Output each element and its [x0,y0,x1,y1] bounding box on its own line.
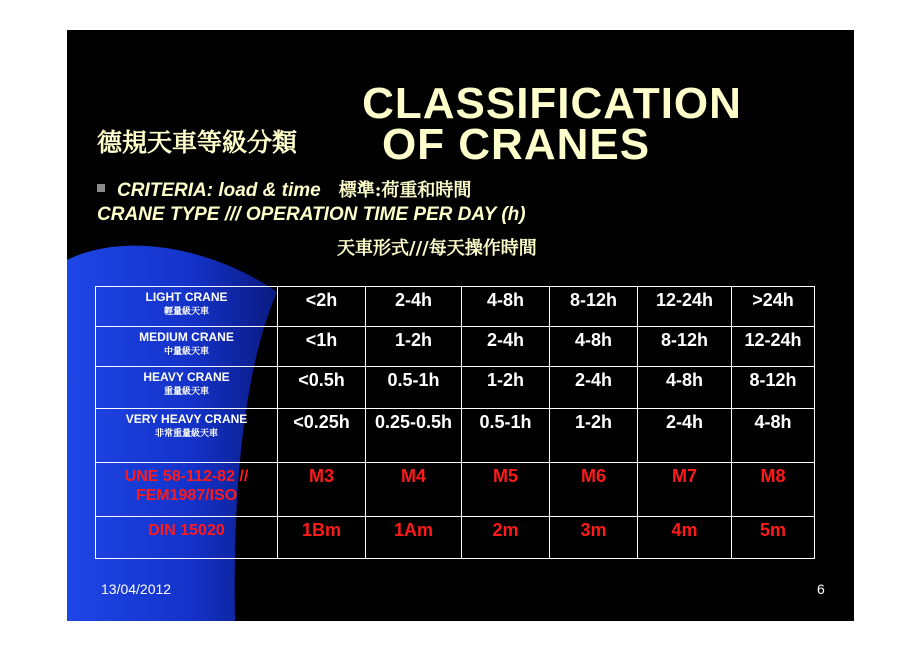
class-cell: M6 [550,463,638,517]
class-cell: M7 [638,463,732,517]
class-cell: M4 [366,463,462,517]
time-cell: 2-4h [638,409,732,463]
bullet-icon [97,184,105,192]
time-cell: <0.5h [278,367,366,409]
class-cell: M8 [732,463,815,517]
class-cell: 4m [638,517,732,559]
crane-type-cell: MEDIUM CRANE 中量級天車 [96,327,278,367]
time-cell: 2-4h [366,287,462,327]
time-cell: 12-24h [732,327,815,367]
slide [67,30,854,621]
table-row [96,409,815,463]
class-cell: 5m [732,517,815,559]
crane-classification-table [95,286,815,559]
table-row [96,287,815,327]
time-cell: 8-12h [638,327,732,367]
criteria-en: CRITERIA: load & time [117,180,321,201]
table-row [96,327,815,367]
crane-type-heading: CRANE TYPE /// OPERATION TIME PER DAY (h) [97,204,526,225]
criteria-cn: 標準:荷重和時間 [338,180,472,201]
class-cell: 1Bm [278,517,366,559]
chinese-title: 德規天車等級分類 [97,128,298,157]
crane-type-cell: LIGHT CRANE 輕量級天車 [96,287,278,327]
time-cell: 2-4h [462,327,550,367]
table-row [96,367,815,409]
time-cell: 4-8h [638,367,732,409]
class-cell: 1Am [366,517,462,559]
time-cell: <0.25h [278,409,366,463]
table-row [96,517,815,559]
time-cell: 4-8h [732,409,815,463]
time-cell: 1-2h [462,367,550,409]
time-cell: <1h [278,327,366,367]
title-line-1: CLASSIFICATION [362,79,742,128]
time-cell: 8-12h [732,367,815,409]
time-cell: 0.5-1h [462,409,550,463]
criteria-line [117,176,471,202]
class-cell: M3 [278,463,366,517]
title-line-2: OF CRANES [381,120,651,169]
class-cell: 2m [462,517,550,559]
time-cell: 0.25-0.5h [366,409,462,463]
time-cell: <2h [278,287,366,327]
time-cell: 8-12h [550,287,638,327]
time-cell: >24h [732,287,815,327]
standard-label-cell: UNE 58-112-82 // FEM1987/ISO [96,463,278,517]
class-cell: M5 [462,463,550,517]
crane-type-cell: HEAVY CRANE 重量級天車 [96,367,278,409]
time-cell: 4-8h [462,287,550,327]
crane-type-cell: VERY HEAVY CRANE 非常重量級天車 [96,409,278,463]
class-cell: 3m [550,517,638,559]
time-cell: 1-2h [550,409,638,463]
table-row [96,463,815,517]
time-cell: 2-4h [550,367,638,409]
time-cell: 0.5-1h [366,367,462,409]
standard-label-cell: DIN 15020 [96,517,278,559]
page-number: 6 [817,581,825,597]
time-cell: 4-8h [550,327,638,367]
crane-type-heading-cn: 天車形式///每天操作時間 [337,238,537,259]
time-cell: 12-24h [638,287,732,327]
time-cell: 1-2h [366,327,462,367]
footer-date: 13/04/2012 [101,581,172,597]
